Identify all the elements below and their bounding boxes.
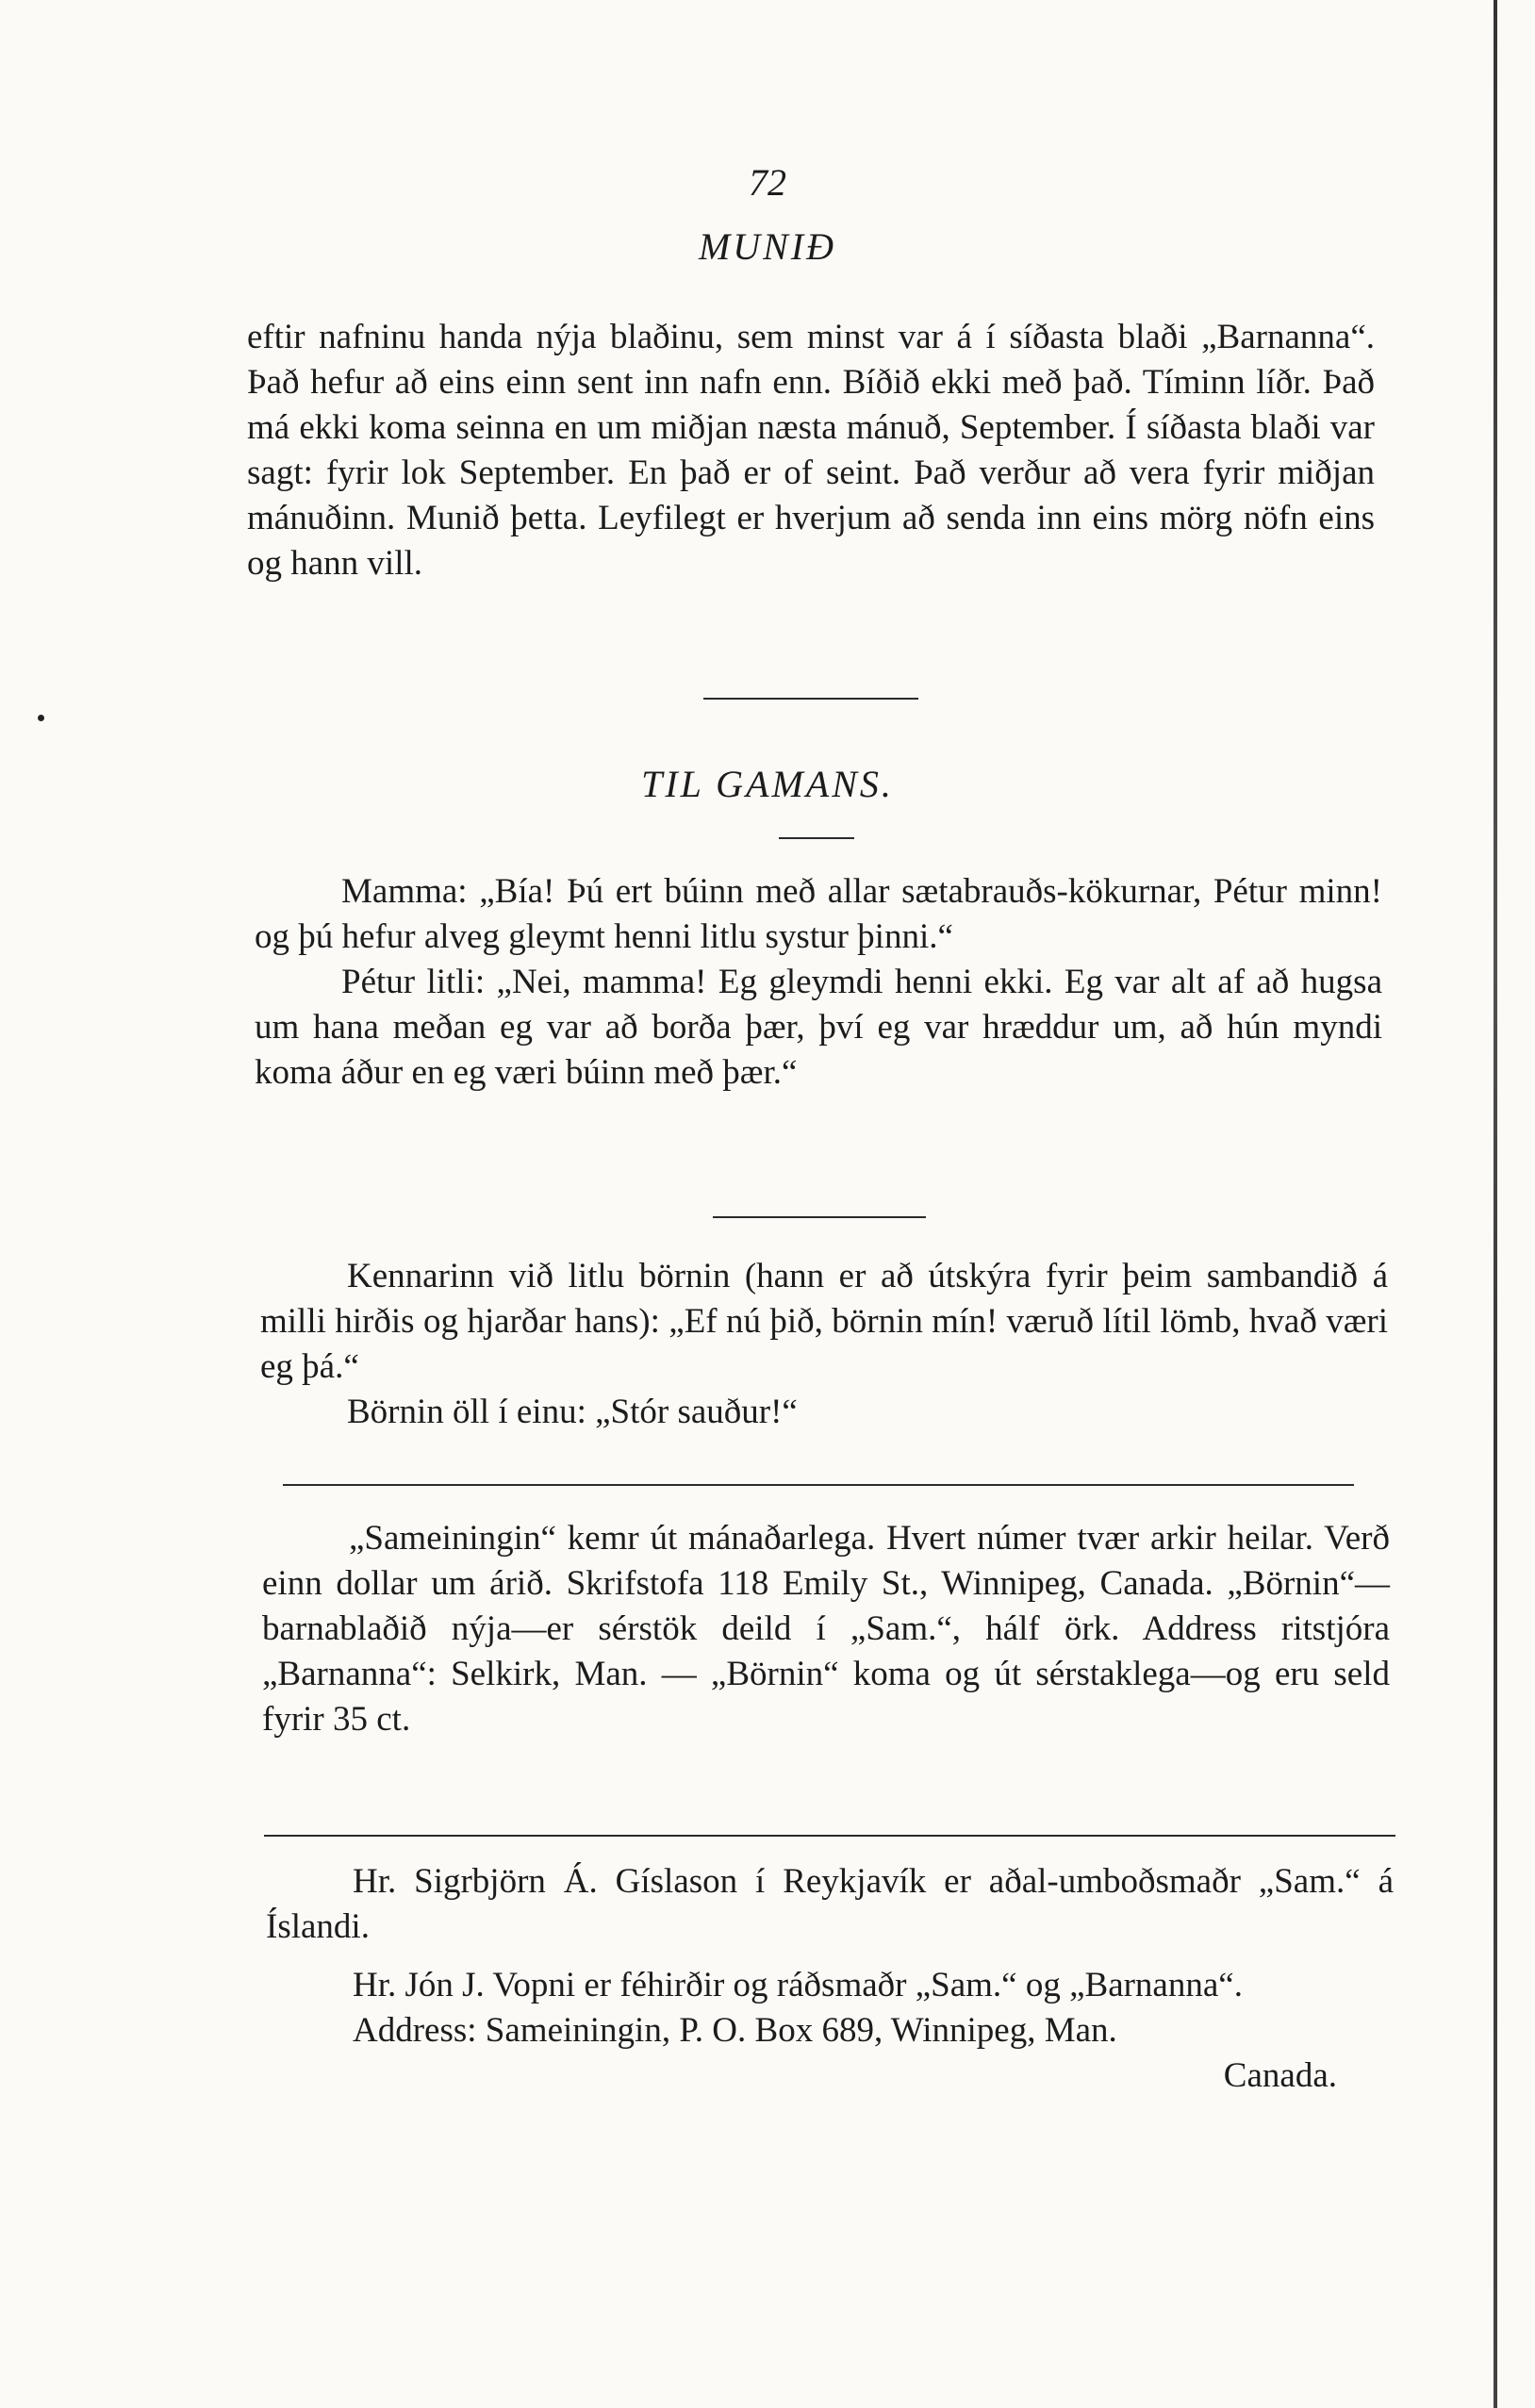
info-bottom-rule (264, 1835, 1395, 1837)
munid-paragraph-block (247, 315, 1375, 586)
joke-divider (713, 1216, 926, 1218)
publication-info-paragraph: „Sameiningin“ kemr út mánaðarlega. Hvert númer tvær arkir heilar. Verð einn dollar um árið. Skrifstofa 118 Emily St., Winnipeg, Canada. „Börnin“—barnablaðið nýja—er sérstök deild í „Sam.“, hálf örk. Address ritstjóra „Barnanna“: Selkirk, Man. — „Börnin“ koma og út sérstaklega—og eru seld fyrir 35 ct. (262, 1519, 1390, 1739)
contacts-block (266, 1859, 1394, 2099)
publication-info-block (262, 1516, 1390, 1742)
page-edge-line (1494, 0, 1497, 2408)
joke-two-line-children: Börnin öll í einu: „Stór sauður!“ (347, 1393, 798, 1431)
page-number: 72 (749, 161, 786, 204)
contact-address-line: Address: Sameiningin, P. O. Box 689, Winnipeg, Man. (353, 2011, 1117, 2050)
joke-two-line-teacher: Kennarinn við litlu börnin (hann er að útskýra fyrir þeim sambandið á milli hirðis og hjarðar hans): „Ef nú þið, börnin mín! væruð lítil lömb, hvað væri eg þá.“ (260, 1257, 1388, 1386)
heading-til-gamans: TIL GAMANS. (641, 763, 894, 805)
contact-treasurer-line: Hr. Jón J. Vopni er féhirðir og ráðsmaðr „Sam.“ og „Barnanna“. (353, 1966, 1243, 2004)
contact-agent-line: Hr. Sigrbjörn Á. Gíslason í Reykjavík er aðal-umboðsmaðr „Sam.“ á Íslandi. (266, 1862, 1394, 1946)
info-top-rule (283, 1484, 1354, 1486)
section-divider (703, 698, 918, 700)
ink-speck (38, 715, 44, 721)
joke-one-line-mamma: Mamma: „Bía! Þú ert búinn með allar sætabrauðs-kökurnar, Pétur minn! og þú hefur alveg gleymt henni litlu systur þinni.“ (255, 872, 1382, 956)
contact-address-country: Canada. (1223, 2056, 1337, 2095)
heading-munid: MUNIÐ (698, 225, 837, 268)
joke-one-line-petur: Pétur litli: „Nei, mamma! Eg gleymdi henni ekki. Eg var alt af að hugsa um hana meðan eg var að borða þær, því eg var hræddur um, að hún myndi koma áður en eg væri búinn með þær.“ (255, 963, 1382, 1092)
munid-paragraph: eftir nafninu handa nýja blaðinu, sem minst var á í síðasta blaði „Barnanna“. Það hefur að eins einn sent inn nafn enn. Bíðið ekki með það. Tíminn líðr. Það má ekki koma seinna en um miðjan næsta mánuð, September. Í síðasta blaði var sagt: fyrir lok September. En það er of seint. Það verður að vera fyrir miðjan mánuðinn. Munið þetta. Leyfilegt er hverjum að senda inn eins mörg nöfn eins og hann vill. (247, 318, 1375, 583)
joke-one-block (255, 869, 1382, 1096)
joke-two-block (260, 1254, 1388, 1435)
heading-underline (779, 837, 854, 839)
